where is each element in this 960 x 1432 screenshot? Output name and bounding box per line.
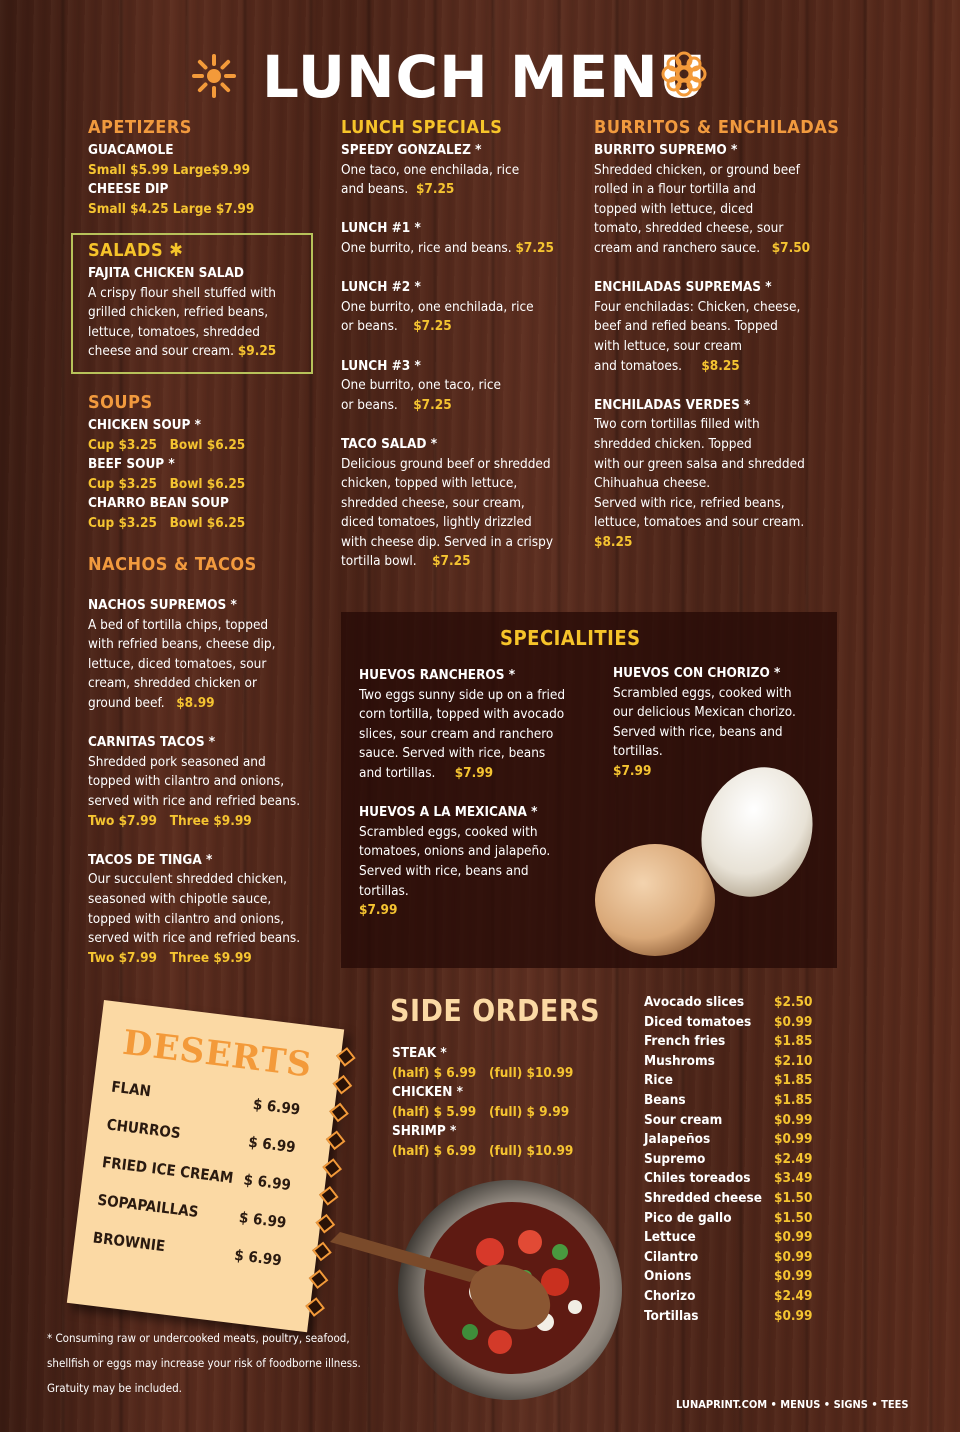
side-item-name: Beans: [644, 1092, 686, 1108]
steak-name: STEAK *: [392, 1045, 447, 1061]
side-item-price: $0.99: [774, 1268, 813, 1285]
tinga-desc-3: topped with cilantro and onions,: [88, 910, 285, 927]
side-item-price: $1.50: [774, 1209, 813, 1226]
cheese-dip-price: Small $4.25 Large $7.99: [88, 200, 255, 217]
lunch-specials-section: [341, 117, 581, 572]
side-item-name: Onions: [644, 1268, 692, 1285]
lunch3-desc-1: One burrito, one taco, rice: [341, 377, 502, 394]
ench-ver-price: $8.25: [594, 533, 633, 550]
specialities-heading: SPECIALITIES: [500, 626, 641, 650]
ench-ver-desc-6: lettuce, tomatoes and sour cream.: [594, 514, 805, 531]
taco-salad-name: TACO SALAD *: [341, 435, 438, 452]
lunch-specials-heading: LUNCH SPECIALS: [341, 117, 503, 138]
side-item-name: Avocado slices: [644, 994, 745, 1010]
side-item-price: $0.99: [774, 1229, 813, 1246]
salad-desc-2: grilled chicken, refried beans,: [88, 304, 269, 321]
nachos-desc-3: lettuce, diced tomatoes, sour: [88, 655, 267, 672]
side-item-row: [644, 1229, 824, 1249]
footnote: [47, 1326, 387, 1401]
salad-price: $9.25: [237, 343, 277, 360]
dessert-name: CHURROS: [105, 1115, 182, 1143]
tinga-two: Two $7.99: [88, 949, 158, 966]
dessert-price: $ 6.99: [238, 1208, 288, 1232]
side-item-name: Supremo: [644, 1150, 706, 1167]
side-item-name: Lettuce: [644, 1229, 696, 1246]
salad-desc-1: A crispy flour shell stuffed with: [88, 284, 276, 301]
nachos-desc-4: cream, shredded chicken or: [88, 675, 257, 692]
side-item-price: $2.10: [774, 1052, 813, 1069]
side-item-price: $0.99: [774, 1131, 813, 1148]
nachos-supremos-name: NACHOS SUPREMOS *: [88, 597, 237, 613]
ench-ver-desc-5: Served with rice, refried beans,: [594, 494, 785, 511]
mexicana-desc-4: tortillas.: [359, 882, 409, 899]
desserts-heading: DESERTS: [120, 1022, 315, 1086]
dessert-row: [101, 1153, 292, 1194]
ench-ver-desc-3: with our green salsa and shredded: [594, 455, 805, 472]
footnote-line-2: shellfish or eggs may increase your risk of foodborne illness.: [47, 1356, 361, 1370]
chicken-half: (half) $ 5.99: [392, 1103, 477, 1120]
carnitas-three: Three $9.99: [169, 812, 252, 829]
speedy-name: SPEEDY GONZALEZ *: [341, 142, 482, 158]
ench-ver-name: ENCHILADAS VERDES *: [594, 396, 751, 413]
charro-soup-cup: Cup $3.25: [88, 514, 157, 531]
salad-desc-4: cheese and sour cream.: [88, 343, 234, 360]
side-item-row: [644, 1112, 824, 1132]
ench-ver-desc-4: Chihuahua cheese.: [594, 475, 711, 492]
appetizers-heading: APETIZERS: [88, 117, 192, 138]
speedy-price: $7.25: [415, 181, 455, 198]
tinga-desc-1: Our succulent shredded chicken,: [88, 871, 288, 888]
side-item-row: [644, 994, 824, 1014]
lunch3-name: LUNCH #3 *: [341, 357, 421, 374]
nachos-heading: NACHOS & TACOS: [88, 554, 257, 575]
burrito-desc-1: Shredded chicken, or ground beef: [594, 161, 800, 178]
nachos-desc-1: A bed of tortilla chips, topped: [88, 616, 269, 633]
dessert-row: [106, 1115, 297, 1156]
salad-desc-3: lettuce, tomatoes, shredded: [88, 323, 260, 340]
rancheros-desc-4: sauce. Served with rice, beans: [359, 745, 546, 762]
soups-section: [88, 392, 328, 534]
side-item-name: Tortillas: [644, 1307, 699, 1324]
beef-soup-name: BEEF SOUP *: [88, 456, 175, 473]
side-item-price: $2.49: [774, 1150, 813, 1167]
carnitas-two: Two $7.99: [88, 812, 158, 829]
side-item-price: $1.85: [774, 1033, 813, 1050]
carnitas-desc-2: topped with cilantro and onions,: [88, 773, 285, 790]
shrimp-half: (half) $ 6.99: [392, 1142, 477, 1159]
side-item-row: [644, 1268, 824, 1288]
side-item-name: French fries: [644, 1033, 726, 1050]
side-item-row: [644, 1288, 824, 1308]
nachos-desc-5: ground beef.: [88, 694, 165, 711]
side-item-price: $2.49: [774, 1288, 813, 1304]
tinga-three: Three $9.99: [169, 949, 252, 966]
dessert-row: [97, 1191, 288, 1232]
side-item-row: [644, 1053, 824, 1073]
footnote-line-3: Gratuity may be included.: [47, 1381, 182, 1395]
steak-half: (half) $ 6.99: [392, 1064, 477, 1081]
side-item-row: [644, 1014, 824, 1034]
chicken-full: (full) $ 9.99: [488, 1103, 570, 1120]
mexicana-price: $7.99: [359, 902, 398, 919]
salads-section: [88, 240, 308, 362]
steak-full: (full) $10.99: [488, 1064, 574, 1081]
rancheros-price: $7.99: [454, 764, 494, 781]
dessert-price: $ 6.99: [247, 1132, 297, 1157]
dessert-price: $ 6.99: [233, 1245, 283, 1270]
burrito-desc-2: rolled in a flour tortilla and: [594, 181, 756, 198]
side-items-list: [644, 994, 834, 1334]
page-title: LUNCH MENU: [262, 43, 707, 111]
carnitas-desc-3: served with rice and refried beans.: [88, 792, 301, 809]
side-item-price: $0.99: [774, 1307, 813, 1324]
ench-sup-desc-1: Four enchiladas: Chicken, cheese,: [594, 298, 801, 315]
side-item-row: [644, 1210, 824, 1230]
appetizers-section: [88, 117, 328, 219]
soups-heading: SOUPS: [88, 392, 153, 413]
dessert-row: [110, 1078, 301, 1119]
shrimp-name: SHRIMP *: [392, 1123, 457, 1140]
ench-sup-desc-4: and tomatoes.: [594, 357, 683, 374]
lunch3-desc-2: or beans.: [341, 396, 398, 413]
cheese-dip-name: CHEESE DIP: [88, 181, 169, 198]
chorizo-name: HUEVOS CON CHORIZO *: [613, 665, 781, 681]
side-item-name: Diced tomatoes: [644, 1013, 752, 1030]
side-item-price: $0.99: [774, 1248, 813, 1265]
chicken-soup-name: CHICKEN SOUP *: [88, 417, 202, 433]
ench-sup-name: ENCHILADAS SUPREMAS *: [594, 279, 772, 296]
carnitas-desc-1: Shredded pork seasoned and: [88, 753, 266, 770]
rancheros-desc-2: corn tortilla, topped with avocado: [359, 706, 565, 723]
desserts-card: [67, 1000, 344, 1332]
side-item-price: $2.50: [774, 994, 813, 1010]
side-item-row: [644, 1131, 824, 1151]
nachos-price: $8.99: [176, 694, 215, 711]
lunch1-price: $7.25: [515, 239, 554, 256]
side-item-name: Shredded cheese: [644, 1190, 762, 1206]
side-item-name: Mushroms: [644, 1052, 715, 1069]
beef-soup-bowl: Bowl $6.25: [169, 475, 246, 492]
burritos-heading: BURRITOS & ENCHILADAS: [594, 117, 840, 138]
speedy-desc-2: and beans.: [341, 181, 409, 198]
dessert-name: BROWNIE: [91, 1228, 167, 1256]
chorizo-price: $7.99: [613, 762, 652, 779]
nachos-desc-2: with refried beans, cheese dip,: [88, 636, 276, 653]
tinga-name: TACOS DE TINGA *: [88, 851, 213, 868]
chorizo-desc-2: our delicious Mexican chorizo.: [613, 704, 796, 721]
chorizo-desc-3: Served with rice, beans and: [613, 723, 783, 740]
taco-salad-desc-4: diced tomatoes, lightly drizzled: [341, 514, 532, 531]
taco-salad-desc-6: tortilla bowl.: [341, 553, 417, 570]
nachos-section: [88, 554, 328, 968]
dessert-price: $ 6.99: [242, 1170, 292, 1195]
rancheros-desc-3: slices, sour cream and ranchero: [359, 725, 554, 742]
mexicana-desc-3: Served with rice, beans and: [359, 862, 529, 879]
side-item-row: [644, 1072, 824, 1092]
side-item-name: Sour cream: [644, 1111, 723, 1128]
chorizo-desc-1: Scrambled eggs, cooked with: [613, 684, 792, 701]
side-item-name: Jalapeños: [644, 1131, 711, 1148]
ench-sup-price: $8.25: [701, 357, 740, 374]
salads-heading: SALADS ✱: [88, 240, 184, 261]
rancheros-desc-5: and tortillas.: [359, 764, 436, 781]
lunch2-price: $7.25: [413, 318, 452, 335]
side-item-row: [644, 1170, 824, 1190]
flower-icon-right: [660, 50, 708, 98]
beef-soup-cup: Cup $3.25: [88, 475, 157, 492]
rancheros-block: [359, 666, 599, 921]
charro-soup-name: CHARRO BEAN SOUP: [88, 495, 229, 512]
burrito-desc-3: topped with lettuce, diced: [594, 200, 754, 217]
burrito-desc-5: cream and ranchero sauce.: [594, 239, 761, 256]
speedy-desc-1: One taco, one enchilada, rice: [341, 161, 520, 178]
side-item-price: $0.99: [774, 1013, 813, 1030]
side-item-row: [644, 1308, 824, 1328]
mexicana-name: HUEVOS A LA MEXICANA *: [359, 804, 538, 821]
salad-name: FAJITA CHICKEN SALAD: [88, 265, 245, 281]
chicken-soup-cup: Cup $3.25: [88, 436, 157, 453]
guacamole-price: Small $5.99 Large$9.99: [88, 161, 251, 178]
chicken-soup-bowl: Bowl $6.25: [169, 436, 246, 453]
ench-ver-desc-1: Two corn tortillas filled with: [594, 416, 760, 433]
side-item-price: $3.49: [774, 1170, 813, 1187]
shrimp-full: (full) $10.99: [488, 1142, 574, 1159]
lunch3-price: $7.25: [413, 396, 452, 413]
lunch1-name: LUNCH #1 *: [341, 220, 421, 237]
side-item-price: $1.85: [774, 1072, 813, 1089]
dessert-name: FRIED ICE CREAM: [101, 1153, 235, 1188]
burrito-supremo-name: BURRITO SUPREMO *: [594, 142, 738, 158]
ench-sup-desc-3: with lettuce, sour cream: [594, 337, 742, 354]
side-item-row: [644, 1190, 824, 1210]
ench-sup-desc-2: beef and refied beans. Topped: [594, 318, 778, 335]
lunch2-desc-1: One burrito, one enchilada, rice: [341, 298, 534, 315]
lunch2-name: LUNCH #2 *: [341, 279, 421, 296]
burritos-section: [594, 117, 844, 552]
side-item-row: [644, 1033, 824, 1053]
side-item-name: Chorizo: [644, 1288, 696, 1304]
rancheros-name: HUEVOS RANCHEROS *: [359, 667, 516, 683]
taco-salad-desc-1: Delicious ground beef or shredded: [341, 455, 551, 472]
dessert-row: [92, 1228, 283, 1269]
side-item-price: $1.85: [774, 1092, 813, 1108]
taco-salad-desc-3: shredded cheese, sour cream,: [341, 494, 525, 511]
side-item-name: Cilantro: [644, 1248, 699, 1265]
burrito-price: $7.50: [771, 239, 811, 256]
taco-salad-price: $7.25: [432, 553, 471, 570]
side-item-price: $1.50: [774, 1190, 813, 1206]
side-item-row: [644, 1249, 824, 1269]
guacamole-name: GUACAMOLE: [88, 142, 174, 158]
charro-soup-bowl: Bowl $6.25: [169, 514, 246, 531]
lunch1-desc: One burrito, rice and beans.: [341, 239, 512, 256]
taco-salad-desc-5: with cheese dip. Served in a crispy: [341, 533, 554, 550]
lunch2-desc-2: or beans.: [341, 318, 398, 335]
side-orders-heading: SIDE ORDERS: [390, 994, 601, 1029]
tinga-desc-2: seasoned with chipotle sauce,: [88, 890, 272, 907]
burrito-desc-4: tomato, shredded cheese, sour: [594, 220, 784, 237]
side-item-row: [644, 1092, 824, 1112]
side-item-name: Pico de gallo: [644, 1209, 732, 1226]
tinga-desc-4: served with rice and refried beans.: [88, 930, 301, 947]
side-item-row: [644, 1151, 824, 1171]
dessert-name: SOPAPAILLAS: [96, 1190, 200, 1222]
footnote-line-1: * Consuming raw or undercooked meats, poultry, seafood,: [47, 1331, 350, 1345]
mexicana-desc-1: Scrambled eggs, cooked with: [359, 823, 538, 840]
rancheros-desc-1: Two eggs sunny side up on a fried: [359, 686, 566, 703]
dessert-name: FLAN: [110, 1077, 152, 1101]
side-item-name: Chiles toreados: [644, 1170, 751, 1187]
chorizo-desc-4: tortillas.: [613, 743, 663, 760]
carnitas-name: CARNITAS TACOS *: [88, 734, 216, 751]
side-item-name: Rice: [644, 1072, 673, 1089]
eggs-illustration: [585, 760, 825, 965]
chicken-name: CHICKEN *: [392, 1084, 463, 1101]
footer-credit: LUNAPRINT.COM • MENUS • SIGNS • TEES: [676, 1398, 909, 1411]
mexicana-desc-2: tomatoes, onions and jalapeño.: [359, 843, 551, 860]
side-meats: [392, 1044, 592, 1162]
taco-salad-desc-2: chicken, topped with lettuce,: [341, 475, 518, 492]
flower-icon-left: [190, 52, 238, 100]
ench-ver-desc-2: shredded chicken. Topped: [594, 435, 752, 452]
dessert-price: $ 6.99: [251, 1095, 302, 1119]
side-item-price: $0.99: [774, 1111, 813, 1128]
